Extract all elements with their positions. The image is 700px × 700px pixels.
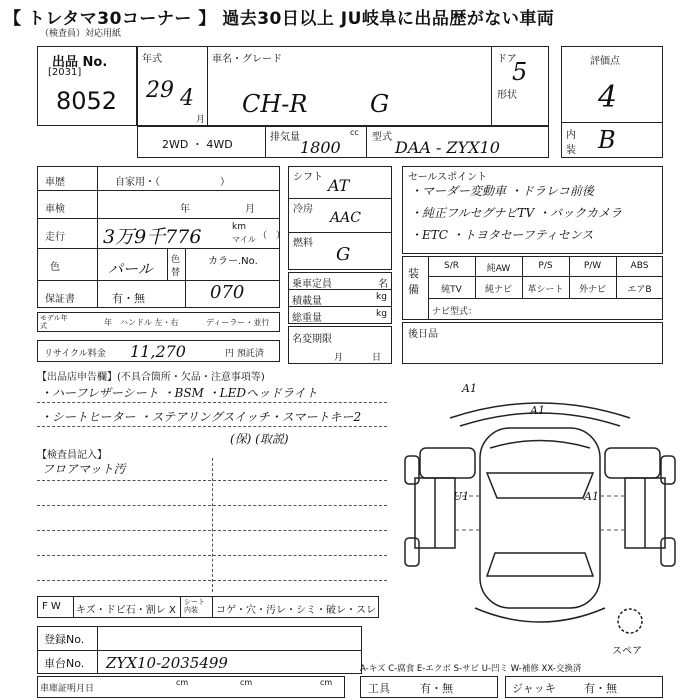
registration-label: 登録No. <box>44 633 85 646</box>
remarks-extra: (保) (取説) <box>230 432 289 446</box>
chassis-value: ZYX10-2035499 <box>106 654 228 672</box>
recycle-label: リサイクル料金 <box>44 349 106 359</box>
lot-label: 出品 No. <box>52 55 108 70</box>
remarks-line: ・シートヒーター ・ステアリングスイッチ・スマートキー2 <box>40 410 362 424</box>
sales-point-line: ・ETC ・トヨタセーフティセンス <box>410 228 594 242</box>
later-items-label: 後日品 <box>408 329 438 340</box>
model-label: 型式 <box>372 132 392 143</box>
name-change-day: 日 <box>372 353 382 363</box>
color-code-label: カラー.No. <box>208 256 258 267</box>
later-items-box <box>402 322 663 364</box>
score-value: 4 <box>598 80 618 115</box>
reg-cert-unit: cm <box>320 678 333 687</box>
spare-label: スペア <box>612 646 642 657</box>
disp-label: 排気量 <box>270 132 300 143</box>
fw-items: キズ・ドビ石・割レ X <box>76 605 176 616</box>
sales-points-label: セールスポイント <box>408 172 488 183</box>
mileage-label: 走行 <box>45 232 65 243</box>
chassis-label: 車台No. <box>44 657 85 670</box>
interior-label: 内装 <box>566 130 576 156</box>
color-code-value: 070 <box>210 282 245 303</box>
capacity-label: 乗車定員 <box>292 279 332 290</box>
equipment-item: P/W <box>583 261 602 271</box>
mileage-km: km <box>232 222 246 232</box>
year-month: 4 <box>180 86 194 111</box>
lot-sub: [2031] <box>48 67 82 78</box>
diagram-u1: U1 <box>453 490 470 503</box>
lot-box <box>37 46 137 126</box>
equipment-item: 純AW <box>486 264 511 274</box>
weight-unit: kg <box>376 309 387 319</box>
drive-label: 2WD ・ 4WD <box>162 138 233 151</box>
mileage-mile: マイル <box>232 235 256 244</box>
year-month-unit: 月 <box>196 115 206 125</box>
equipment-item: ABS <box>630 261 649 271</box>
jack-value: 有・無 <box>584 682 617 695</box>
inspection-month: 月 <box>245 204 255 215</box>
fuel-label: 燃料 <box>293 238 313 249</box>
car-grade: G <box>370 90 390 118</box>
fuel-value: G <box>336 244 351 265</box>
inspection-label: 車検 <box>45 204 65 215</box>
disp-unit: cc <box>350 128 359 137</box>
reg-cert-unit: cm <box>240 678 253 687</box>
year-label: 年式 <box>142 54 162 65</box>
ac-value: AAC <box>330 210 361 226</box>
name-change-month: 月 <box>334 353 344 363</box>
equipment-label: 装備 <box>408 267 419 296</box>
interior-value: B <box>598 126 616 154</box>
recycle-value: 11,270 <box>130 342 186 361</box>
subtitle: （検査員）対応用紙 <box>40 29 122 39</box>
load-unit: kg <box>376 292 387 302</box>
diagram-a1-left: A1 <box>462 382 477 395</box>
disp-value: 1800 <box>300 138 341 157</box>
inspection-year: 年 <box>180 204 190 215</box>
shift-value: AT <box>328 176 350 195</box>
model-year-year: 年 <box>104 318 112 327</box>
shift-label: シフト <box>293 172 323 183</box>
car-label: 車名・グレード <box>212 54 282 65</box>
color-change-label: 色替 <box>171 255 181 278</box>
equipment-item: 純TV <box>441 285 462 295</box>
name-change-label: 名変期限 <box>292 334 332 345</box>
mileage-paren: （ ） <box>258 231 286 241</box>
equipment-item: S/R <box>444 261 459 271</box>
sales-point-line: ・純正フルセグナビTV ・バックカメラ <box>410 206 623 220</box>
jack-label: ジャッキ <box>512 682 556 695</box>
doors-label: ドア <box>497 54 517 65</box>
ac-label: 冷房 <box>293 204 313 215</box>
remarks-line: ・ハーフレザーシート ・BSM ・LEDヘッドライト <box>40 386 318 400</box>
color-value: パール <box>108 260 153 278</box>
page-title: 【 トレタマ30コーナー 】 過去30日以上 JU岐阜に出品歴がない車両 <box>4 9 555 29</box>
history-label: 車歴 <box>45 177 65 188</box>
warranty-label: 保証書 <box>45 294 75 305</box>
color-label: 色 <box>50 262 60 273</box>
mileage-value: 3万9千776 <box>103 226 202 248</box>
warranty-value: 有・無 <box>112 292 145 305</box>
capacity-unit: 名 <box>378 279 388 290</box>
lot-number: 8052 <box>56 87 118 115</box>
remarks-label: 【出品店申告欄】(不具合箇所・欠品・注意事項等) <box>37 372 265 383</box>
inspector-label: 【検査員記入】 <box>37 450 107 461</box>
diagram-a1-side: A1 <box>584 490 599 503</box>
weight-label: 総重量 <box>292 313 322 324</box>
diagram-a1-right: A1 <box>530 404 545 417</box>
nav-model-label: ナビ型式： <box>432 307 478 317</box>
equipment-item: 革シート <box>527 285 564 295</box>
tools-value: 有・無 <box>420 682 453 695</box>
fw-label: F W <box>42 601 61 612</box>
inspector-note: フロアマット汚 <box>42 462 126 476</box>
car-diagram <box>395 378 685 638</box>
reg-cert-label: 車庫証明月日 <box>40 684 95 694</box>
shape-label: 形状 <box>497 90 517 101</box>
equipment-item: 外ナビ <box>578 285 606 295</box>
sales-point-line: ・マーダー変動車 ・ドラレコ前後 <box>410 184 594 198</box>
equipment-item: P/S <box>538 261 553 271</box>
seat-items: コゲ・穴・汚レ・シミ・破レ・スレ <box>216 605 376 616</box>
model-value: DAA - ZYX10 <box>395 138 500 157</box>
reg-cert-unit: cm <box>176 678 189 687</box>
equipment-item: 純ナビ <box>484 285 512 295</box>
car-name: CH-R <box>242 90 308 118</box>
history-value: 自家用・（ ） <box>115 177 230 188</box>
equipment-item: エアB <box>627 285 652 295</box>
score-label: 評価点 <box>590 56 620 67</box>
recycle-unit: 円 預託済 <box>225 349 264 359</box>
load-label: 積載量 <box>292 296 322 307</box>
year-value: 29 <box>146 78 174 103</box>
model-year-handle: ハンドル 左・右 <box>120 318 179 327</box>
tools-label: 工具 <box>368 682 390 695</box>
model-year-dealer: ディーラー・並行 <box>206 318 270 327</box>
model-year-label: モデル年式 <box>40 314 68 330</box>
doors-value: 5 <box>512 58 528 86</box>
damage-legend: A-キズ C-腐食 E-エクボ S-サビ U-凹ミ W-補修 XX-交換済 <box>360 664 582 674</box>
seat-label: シート内装 <box>184 598 205 614</box>
